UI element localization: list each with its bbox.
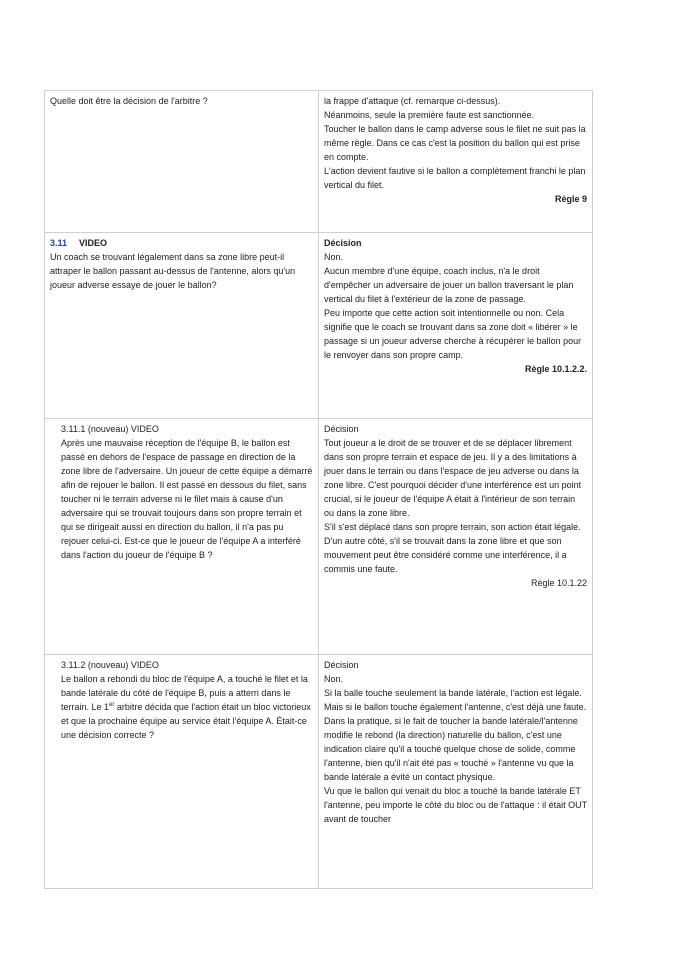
answer-paragraph: Aucun membre d'une équipe, coach inclus, n'a le droit d'empêcher un adversaire de jouer un ballon traversant le plan vertical du filet à l'extérieur de la zone de passage. [324,266,574,304]
question-cell [45,233,319,419]
question-cell [45,655,319,889]
table-row [45,91,593,233]
rules-table [44,90,593,889]
answer-paragraph: Néanmoins, seule la première faute est sanctionnée. [324,110,535,120]
question-cell [45,419,319,655]
answer-heading: Décision [324,660,359,670]
rule-reference: Règle 10.1.2.2. [524,364,587,374]
question-cell [45,91,319,233]
answer-cell [319,91,593,233]
answer-paragraph: Non. [324,674,344,684]
question-text-start: Le ballon a rebondi du bloc de l'équipe A, a touché le filet et la bande latérale du côté de l'équipe B, puis a atterri dans le terrain. Le 1 [61,674,308,712]
question-heading: 3.11.1 (nouveau) VIDEO [61,424,159,434]
rule-reference: Règle 9 [554,194,587,204]
answer-paragraph: Si la balle touche seulement la bande latérale, l'action est légale. Mais si le ballon touche également l'antenne, c'est déjà une faute. [324,688,587,712]
question-number: 3.11 [50,238,68,248]
answer-heading: Décision [324,424,359,434]
table-row [45,419,593,655]
question-text-end: arbitre décida que l'action était un bloc victorieux et que la prochaine équipe au service était l'équipe A. Était-ce une décision correcte ? [61,702,311,740]
question-heading: 3.11.2 (nouveau) VIDEO [61,660,159,670]
question-text: Un coach se trouvant légalement dans sa zone libre peut-il attraper le ballon passant au-dessus de l'antenne, alors qu'un joueur adverse essaye de jouer le ballon? [50,252,296,290]
question-text [61,672,313,742]
rule-reference: Règle 10.1.22 [530,578,587,588]
question-text: Quelle doit être la décision de l'arbitre ? [50,96,208,106]
table-row [45,655,593,889]
answer-paragraph: Toucher le ballon dans le camp adverse sous le filet ne suit pas la même règle. Dans ce cas c'est la position du ballon qui est prise en compte. [324,124,586,162]
question-text: Après une mauvaise réception de l'équipe B, le ballon est passé en dehors de l'espace de passage en direction de la zone libre de l'adversaire. Un joueur de cette équipe a démarré afin de rejouer le ballon. Il est passé en dessous du filet, sans toucher ni le terrain adverse ni le filet mais à cause d'un adversaire qui se trouvait toujours dans son propre terrain et qui se dirigeait aussi en direction du ballon, il n'a pas pu rejouer celui-ci. Est-ce que le joueur de l'équipe A a interféré dans l'action du joueur de l'équipe B ? [61,438,313,560]
table-row [45,233,593,419]
answer-paragraph: Dans la pratique, si le fait de toucher la bande latérale/l'antenne modifie le rebond (la direction) naturelle du ballon, c'est une indication claire qu'il a touché quelque chose de solide, comme l'antenne, bien qu'il n'ait été pas « touché » l'antenne vu que la bande latérale a évité un contact physique. [324,716,578,782]
ordinal-suffix: er [109,702,115,708]
answer-cell [319,655,593,889]
answer-paragraph: la frappe d'attaque (cf. remarque ci-dessus). [324,96,501,106]
answer-paragraph: Tout joueur a le droit de se trouver et de se déplacer librement dans son propre terrain et espace de jeu. Il y a des limitations à jouer dans le terrain ou dans l'espace de jeu adverse ou dans la zone libre. C'est pourquoi décider d'une interférence est un point crucial, si le joueur de l'équipe A était à l'intérieur de son terrain ou dans la zone libre. [324,438,582,518]
answer-cell [319,419,593,655]
answer-cell [319,233,593,419]
answer-paragraph: Vu que le ballon qui venait du bloc a touché la bande latérale ET l'antenne, peu importe le côté du bloc ou de l'attaque : il était OUT avant de toucher [324,786,587,824]
answer-paragraph: Peu importe que cette action soit intentionnelle ou non. Cela signifie que le coach se trouvant dans sa zone doit « libérer » le passage si un joueur adverse cherche à récupérer le ballon pour le renvoyer dans son propre camp. [324,308,582,360]
question-title: VIDEO [79,238,108,248]
answer-paragraph: L'action devient fautive si le ballon a complètement franchi le plan vertical du filet. [324,166,586,190]
answer-paragraph: Non. [324,252,344,262]
answer-paragraph: S'il s'est déplacé dans son propre terrain, son action était légale. D'un autre côté, s'il se trouvait dans la zone libre et que son mouvement peut être considéré comme une interférence, il a commis une faute. [324,522,581,574]
answer-heading: Décision [324,238,362,248]
